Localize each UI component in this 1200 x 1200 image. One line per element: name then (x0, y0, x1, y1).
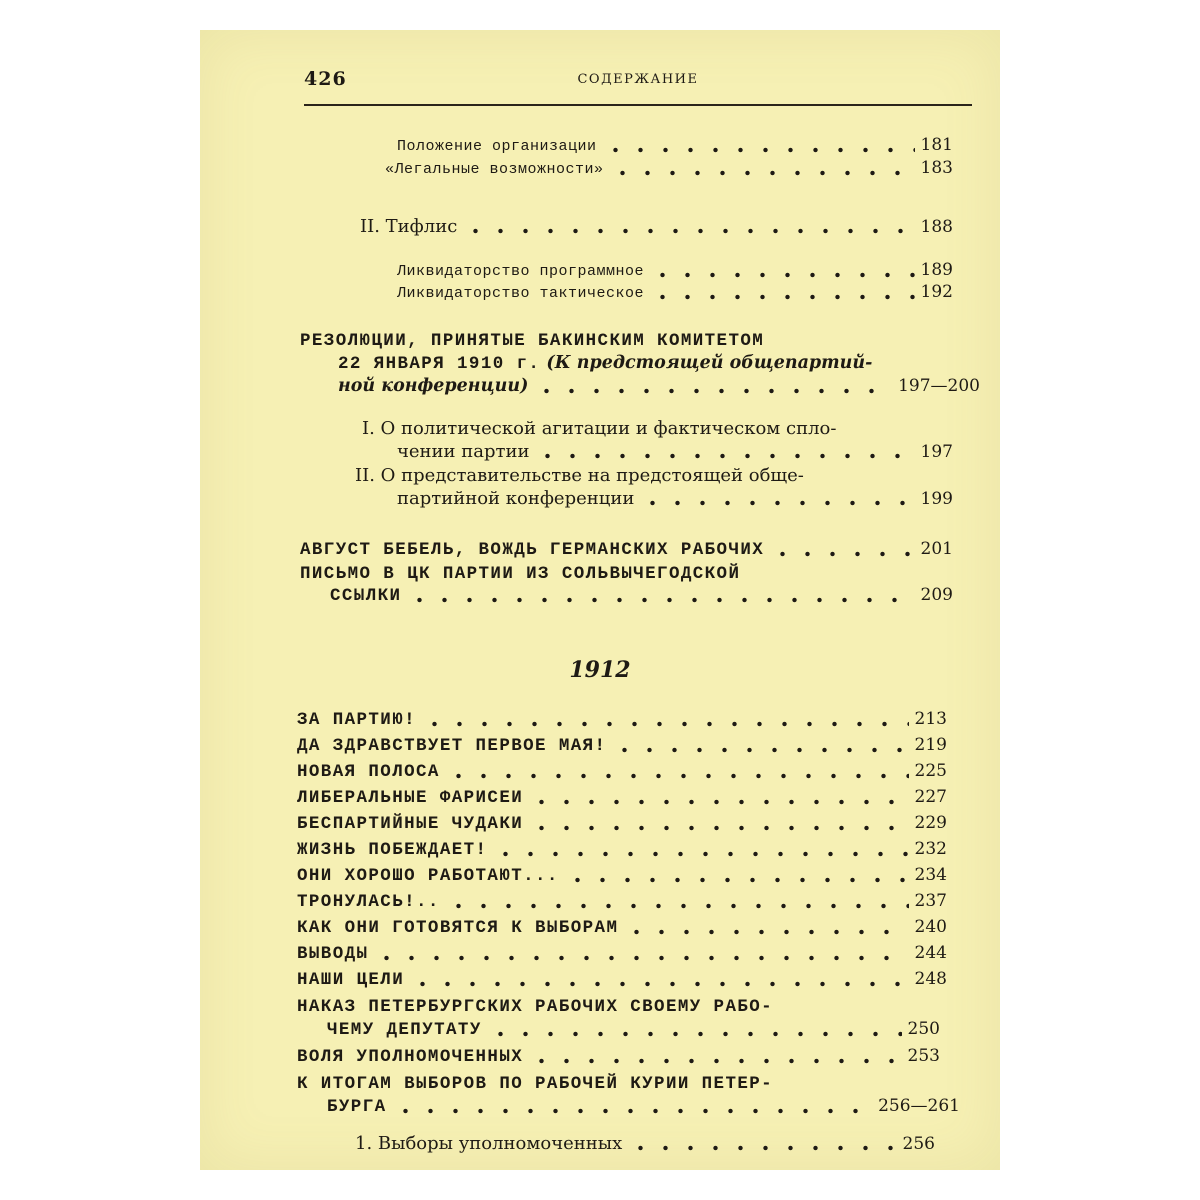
dot-leader (628, 1144, 896, 1152)
toc-entry-page: 256 (902, 1134, 935, 1154)
toc-entry-title: II. Тифлис (360, 216, 458, 237)
toc-entry (385, 157, 953, 181)
toc-entry-page: 192 (920, 282, 953, 302)
toc-entry-title: НАШИ ЦЕЛИ (297, 970, 405, 990)
toc-entry-title: I. О политической агитации и фактическом спло- (362, 418, 837, 439)
dot-leader (493, 850, 908, 858)
dot-leader (488, 1030, 902, 1038)
toc-entry-continuation (338, 375, 980, 398)
toc-entry-page: 183 (920, 158, 953, 178)
toc-entry-continuation (338, 352, 980, 375)
toc-entry (297, 786, 947, 809)
toc-entry-title: Ликвидаторство тактическое (397, 285, 645, 302)
toc-entry-page: 248 (914, 969, 947, 989)
toc-entry (355, 1133, 935, 1155)
toc-entry (397, 259, 953, 283)
section-year-heading: 1912 (569, 657, 631, 683)
toc-entry-continuation (327, 1095, 960, 1118)
toc-entry-page: 225 (914, 761, 947, 781)
toc-entry (297, 890, 947, 913)
toc-entry-title: НОВАЯ ПОЛОСА (297, 762, 440, 782)
toc-entry-title: БУРГА (327, 1097, 387, 1117)
toc-entry-continuation (330, 584, 953, 607)
toc-entry (297, 864, 947, 887)
dot-leader (535, 452, 914, 460)
toc-entry (397, 134, 953, 158)
dot-leader (624, 928, 908, 936)
page-number: 426 (304, 68, 347, 90)
toc-entry-page: 232 (914, 839, 947, 859)
toc-entry (300, 538, 953, 561)
toc-entry-title: партийной конференции (397, 488, 635, 509)
toc-entry (297, 1073, 960, 1095)
toc-entry (397, 281, 953, 305)
dot-leader (463, 227, 914, 235)
toc-entry-title: ЖИЗНЬ ПОБЕЖДАЕТ! (297, 840, 488, 860)
dot-leader (407, 596, 914, 604)
dot-leader (610, 169, 915, 177)
toc-entry (297, 1045, 940, 1068)
toc-entry (300, 330, 980, 352)
toc-entry-subtitle: ной конференции) (338, 376, 529, 396)
toc-entry (300, 563, 953, 585)
toc-entry-title: ТРОНУЛАСЬ!.. (297, 892, 440, 912)
dot-leader (393, 1107, 873, 1115)
toc-entry (297, 708, 947, 731)
toc-entry (297, 968, 947, 991)
toc-entry-title: ВОЛЯ УПОЛНОМОЧЕННЫХ (297, 1047, 524, 1067)
toc-entry (297, 838, 947, 861)
toc-entry-title: ПИСЬМО В ЦК ПАРТИИ ИЗ СОЛЬВЫЧЕГОДСКОЙ (300, 564, 741, 584)
toc-entry (297, 760, 947, 783)
toc-entry-page: 209 (920, 585, 953, 605)
toc-entry (297, 734, 947, 757)
toc-entry-title: Положение организации (397, 138, 597, 155)
toc-entry-page: 229 (914, 813, 947, 833)
toc-entry-page: 227 (914, 787, 947, 807)
toc-entry-page: 201 (920, 539, 953, 559)
dot-leader (529, 798, 908, 806)
toc-entry-page: 197 (920, 442, 953, 462)
toc-entry (297, 916, 947, 939)
toc-entry-title: ССЫЛКИ (330, 586, 402, 606)
toc-entry-page: 240 (914, 917, 947, 937)
toc-entry-page: 197—200 (898, 376, 980, 396)
dot-leader (446, 772, 909, 780)
dot-leader (529, 824, 908, 832)
dot-leader (603, 146, 915, 154)
toc-entry (297, 942, 947, 965)
toc-entry-title: ЛИБЕРАЛЬНЫЕ ФАРИСЕИ (297, 788, 524, 808)
toc-entry-continuation (397, 441, 953, 463)
toc-entry-page: 213 (914, 709, 947, 729)
toc-entry-title: Ликвидаторство программное (397, 263, 645, 280)
toc-entry (297, 812, 947, 835)
toc-entry-title: НАКАЗ ПЕТЕРБУРГСКИХ РАБОЧИХ СВОЕМУ РАБО- (297, 997, 774, 1017)
dot-leader (446, 902, 909, 910)
toc-entry-page: 189 (920, 260, 953, 280)
dot-leader (770, 550, 914, 558)
toc-entry-continuation (327, 1018, 940, 1041)
toc-entry-title: ОНИ ХОРОШО РАБОТАЮТ... (297, 866, 559, 886)
toc-entry-page: 188 (920, 217, 953, 237)
dot-leader (534, 387, 892, 395)
dot-leader (565, 876, 909, 884)
book-page (200, 30, 1000, 1170)
toc-entry (297, 996, 947, 1018)
toc-entry-title: КАК ОНИ ГОТОВЯТСЯ К ВЫБОРАМ (297, 918, 619, 938)
toc-entry (362, 418, 953, 440)
page-header (304, 66, 972, 106)
toc-entry-title: РЕЗОЛЮЦИИ, ПРИНЯТЫЕ БАКИНСКИМ КОМИТЕТОМ (300, 331, 765, 351)
dot-leader (422, 720, 909, 728)
toc-entry-page: 244 (914, 943, 947, 963)
toc-entry-title: БЕСПАРТИЙНЫЕ ЧУДАКИ (297, 814, 524, 834)
toc-entry (360, 216, 953, 238)
running-title: СОДЕРЖАНИЕ (577, 72, 699, 87)
toc-entry-title: АВГУСТ БЕБЕЛЬ, ВОЖДЬ ГЕРМАНСКИХ РАБОЧИХ (300, 540, 765, 560)
toc-entry-title: К ИТОГАМ ВЫБОРОВ ПО РАБОЧЕЙ КУРИИ ПЕТЕР- (297, 1074, 774, 1094)
toc-entry-title: 1. Выборы уполномоченных (355, 1133, 623, 1154)
toc-entry-page: 237 (914, 891, 947, 911)
toc-entry-page: 181 (920, 135, 953, 155)
toc-entry-subtitle: (К предстоящей общепартий- (540, 353, 873, 373)
dot-leader (650, 271, 915, 279)
toc-entry-continuation (397, 488, 953, 510)
toc-entry-title: ДА ЗДРАВСТВУЕТ ПЕРВОЕ МАЯ! (297, 736, 607, 756)
toc-entry (355, 465, 953, 487)
toc-entry-page: 219 (914, 735, 947, 755)
dot-leader (410, 980, 908, 988)
toc-entry-page: 234 (914, 865, 947, 885)
dot-leader (374, 954, 908, 962)
dot-leader (612, 746, 908, 754)
toc-entry-title: II. О представительстве на предстоящей обще- (355, 465, 804, 486)
toc-entry-page: 253 (907, 1046, 940, 1066)
toc-entry-title: чении партии (397, 441, 530, 462)
toc-entry-page: 256—261 (878, 1096, 960, 1116)
toc-entry-page: 250 (907, 1019, 940, 1039)
toc-entry-page: 199 (920, 489, 953, 509)
dot-leader (650, 293, 915, 301)
toc-entry-title: ЧЕМУ ДЕПУТАТУ (327, 1020, 482, 1040)
toc-entry-title: ЗА ПАРТИЮ! (297, 710, 417, 730)
toc-entry-title: 22 ЯНВАРЯ 1910 г. (338, 354, 541, 374)
dot-leader (640, 499, 914, 507)
dot-leader (529, 1057, 901, 1065)
toc-entry-title: «Легальные возможности» (385, 161, 604, 178)
toc-entry-title: ВЫВОДЫ (297, 944, 369, 964)
